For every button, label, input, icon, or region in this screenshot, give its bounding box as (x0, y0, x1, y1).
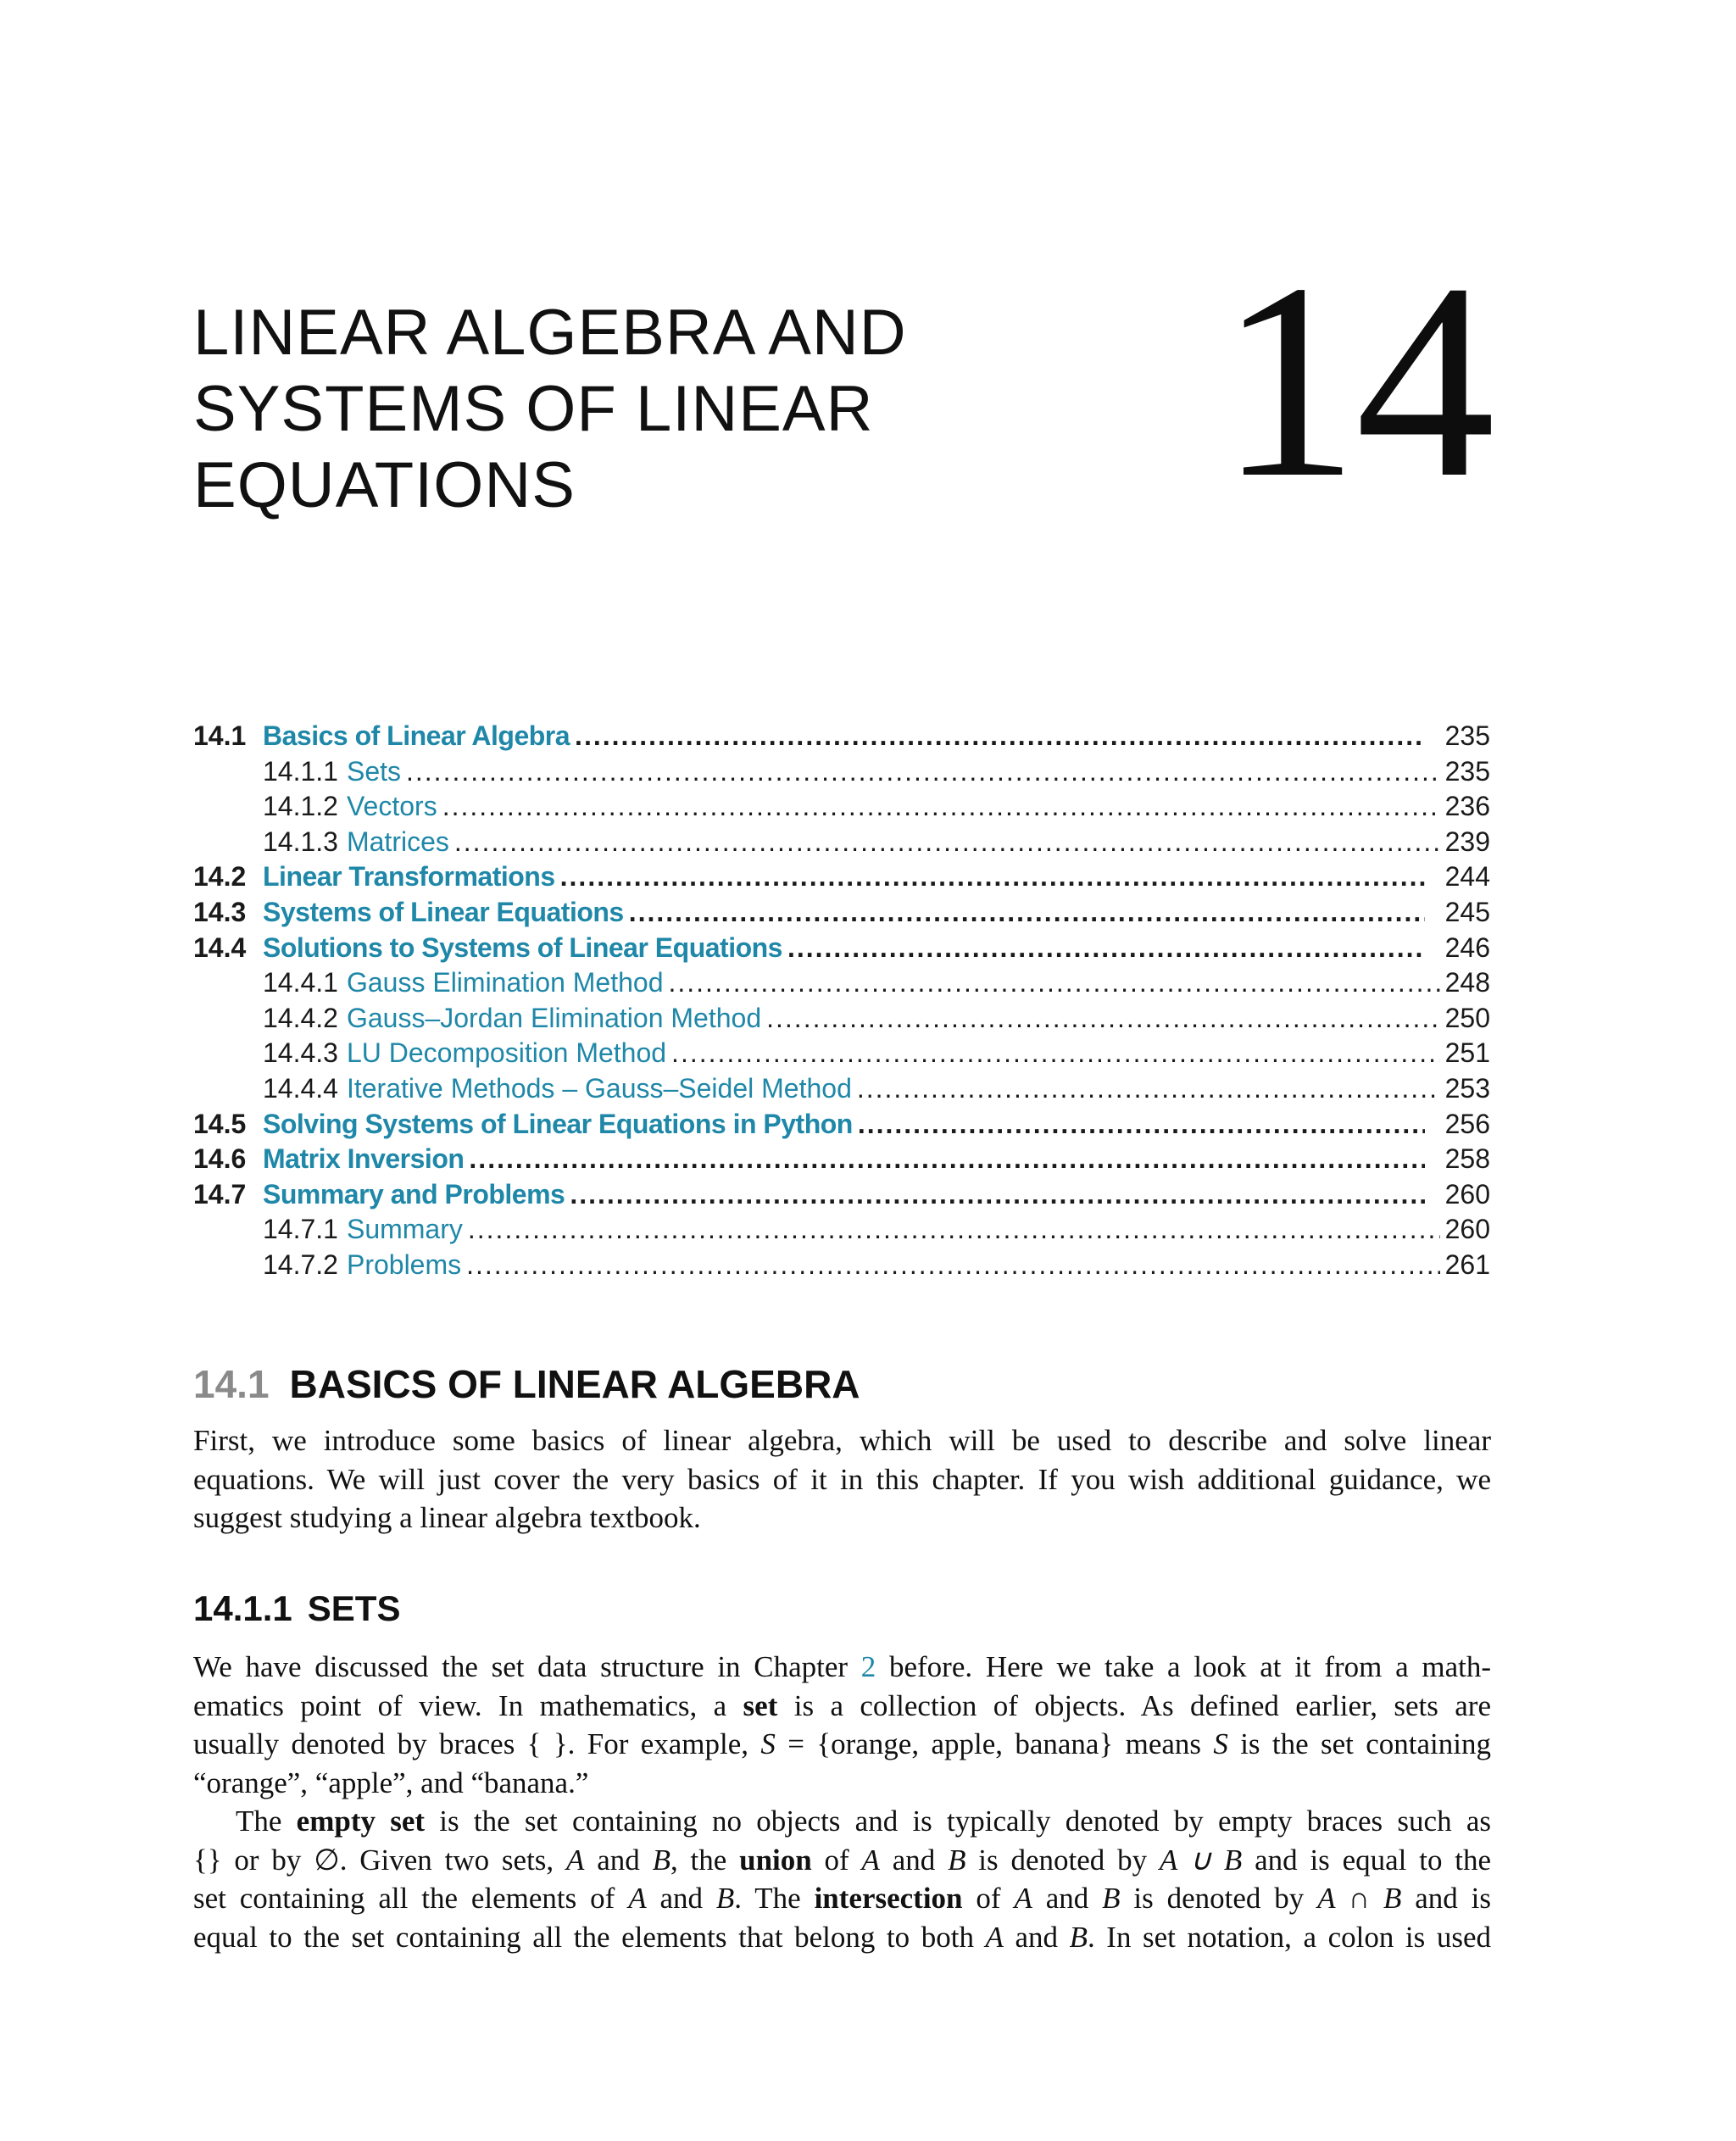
subsection-heading (193, 1588, 400, 1629)
text-run: before. Here we take a look at it from a math- (876, 1650, 1491, 1683)
math-var: A (628, 1882, 647, 1916)
text-run: {} or by ∅. Given two sets, (193, 1843, 566, 1877)
paragraph-line: “orange”, “apple”, and “banana.” (193, 1766, 589, 1799)
toc-dot-leader (468, 1214, 1440, 1245)
toc-dot-leader (575, 720, 1425, 752)
bold-term: union (739, 1843, 812, 1877)
toc-entry-number: 14.7 (193, 1178, 247, 1210)
toc-entry-number: 14.7.2 (263, 1248, 338, 1280)
paragraph-line (193, 1841, 1491, 1880)
toc-dot-leader (671, 1037, 1440, 1069)
math-var: A (1014, 1882, 1032, 1916)
paragraph-line: equations. We will just cover the very basics of it in this chapter. If you wish additional guidance, we (193, 1462, 1491, 1496)
toc-entry-number: 14.6 (193, 1143, 247, 1175)
toc-entry[interactable] (193, 861, 1490, 897)
math-var: A (861, 1843, 880, 1877)
toc-entry[interactable] (193, 1003, 1490, 1038)
text-run: . The (734, 1882, 815, 1916)
paragraph-line: First, we introduce some basics of linear algebra, which will be used to describe and solve linear (193, 1424, 1491, 1457)
toc-entry-number: 14.4.3 (263, 1037, 338, 1069)
paragraph-line (193, 1918, 1491, 1957)
toc-entry-page: 245 (1444, 896, 1490, 927)
text-run: set containing all the elements of (193, 1882, 629, 1916)
chapter-title-line-1: LINEAR ALGEBRA AND (193, 297, 907, 369)
text-run: is denoted by (1120, 1882, 1318, 1916)
toc-entry-link[interactable]: Summary and Problems (263, 1178, 565, 1210)
math-var: A (985, 1920, 1004, 1954)
toc-entry-link[interactable]: Sets (346, 755, 401, 787)
paragraph-line (193, 1648, 1491, 1687)
text-run: is denoted by (965, 1843, 1160, 1877)
toc-entry-page: 239 (1444, 826, 1490, 857)
toc-dot-leader (560, 861, 1425, 893)
math-var: B (652, 1843, 670, 1877)
toc-entry[interactable] (193, 967, 1490, 1003)
toc-dot-leader (668, 967, 1439, 998)
empty-set-paragraph (193, 1802, 1491, 1956)
sets-paragraph (193, 1648, 1491, 1802)
toc-entry[interactable] (193, 897, 1490, 932)
chapter-title-line-3: EQUATIONS (193, 449, 576, 521)
toc-entry-number: 14.4.4 (263, 1072, 338, 1104)
text-run: , the (670, 1843, 740, 1877)
toc-entry-page: 253 (1444, 1072, 1490, 1104)
toc-entry-page: 260 (1444, 1178, 1490, 1210)
text-run: equal to the set containing all the elements that belong to both (193, 1920, 986, 1954)
toc-entry[interactable] (193, 1073, 1490, 1109)
math-var: S (1213, 1727, 1228, 1761)
toc-entry-link[interactable]: Gauss–Jordan Elimination Method (346, 1002, 762, 1033)
toc-entry-link[interactable]: Vectors (346, 791, 437, 822)
toc-entry-link[interactable]: Matrix Inversion (263, 1143, 465, 1175)
bold-term: empty set (296, 1805, 426, 1838)
toc-entry-number: 14.1 (193, 720, 247, 751)
toc-entry-link[interactable]: Linear Transformations (263, 861, 555, 893)
text-run: and is equal to the (1242, 1843, 1492, 1877)
text-run: ematics point of view. In mathematics, a (193, 1688, 743, 1722)
toc-entry[interactable] (193, 1214, 1490, 1249)
text-run: and (1032, 1882, 1103, 1916)
toc-entry-page: 236 (1444, 791, 1490, 822)
text-run: . In set notation, a colon is used (1087, 1920, 1491, 1954)
paragraph-line (193, 1687, 1491, 1726)
toc-dot-leader (570, 1179, 1424, 1210)
toc-entry-number: 14.1.2 (263, 791, 338, 822)
text-run: We have discussed the set data structure in Chapter (193, 1650, 861, 1683)
text-run: of (811, 1843, 862, 1877)
toc-entry-page: 260 (1444, 1214, 1490, 1245)
text-run: and (646, 1882, 716, 1916)
toc-dot-leader (469, 1143, 1424, 1175)
text-run: and (1003, 1920, 1070, 1954)
toc-entry-page: 244 (1444, 861, 1490, 893)
toc-dot-leader (442, 791, 1440, 822)
toc-entry-page: 251 (1444, 1037, 1490, 1069)
toc-entry-page: 235 (1444, 755, 1490, 787)
toc-entry-link[interactable]: Matrices (346, 826, 449, 857)
text-run: and is (1401, 1882, 1491, 1916)
chapter-title (193, 295, 1041, 524)
toc-dot-leader (406, 756, 1440, 787)
table-of-contents (193, 720, 1490, 1285)
toc-entry-page: 235 (1444, 720, 1490, 751)
toc-entry-number: 14.1.1 (263, 755, 338, 787)
toc-dot-leader (787, 932, 1425, 964)
text-run: The (236, 1805, 297, 1838)
toc-dot-leader (857, 1073, 1440, 1104)
math-var: S (760, 1727, 776, 1761)
toc-entry-number: 14.4 (193, 931, 247, 963)
math-var: A (566, 1843, 585, 1877)
toc-entry-link[interactable]: Problems (346, 1248, 462, 1280)
text-run: is the set containing (1227, 1727, 1491, 1761)
toc-entry-page: 248 (1444, 967, 1490, 998)
math-var: B (715, 1882, 735, 1916)
toc-entry-number: 14.2 (193, 861, 247, 893)
toc-entry[interactable] (193, 1249, 1490, 1285)
toc-entry-number: 14.3 (193, 896, 247, 927)
chapter-link[interactable]: 2 (860, 1650, 876, 1683)
toc-entry-number: 14.5 (193, 1108, 247, 1139)
toc-entry[interactable] (193, 1109, 1490, 1144)
section-number: 14.1 (193, 1362, 270, 1406)
math-var: B (948, 1843, 966, 1877)
section-title: BASICS OF LINEAR ALGEBRA (289, 1362, 860, 1406)
toc-entry-page: 261 (1444, 1248, 1490, 1280)
toc-entry-number: 14.4.2 (263, 1002, 338, 1033)
toc-entry-link[interactable]: Summary (346, 1214, 463, 1245)
toc-dot-leader (858, 1109, 1425, 1140)
chapter-number: 14 (1219, 226, 1492, 536)
toc-entry-link[interactable]: Basics of Linear Algebra (263, 720, 570, 751)
toc-entry-link[interactable]: LU Decomposition Method (346, 1037, 667, 1069)
toc-entry[interactable] (193, 826, 1490, 862)
toc-entry-link[interactable]: Solutions to Systems of Linear Equations (263, 931, 782, 963)
toc-entry[interactable] (193, 756, 1490, 792)
paragraph-line (193, 1725, 1491, 1764)
toc-entry[interactable] (193, 720, 1490, 756)
toc-entry-page: 256 (1444, 1108, 1490, 1139)
toc-dot-leader (454, 826, 1440, 858)
text-run: = {orange, apple, banana} means (775, 1727, 1214, 1761)
toc-dot-leader (629, 897, 1425, 928)
toc-entry[interactable] (193, 1179, 1490, 1215)
intro-paragraph (193, 1421, 1491, 1538)
toc-dot-leader (766, 1003, 1439, 1034)
math-var: B (1102, 1882, 1121, 1916)
toc-entry-number: 14.1.3 (263, 826, 338, 857)
toc-dot-leader (466, 1249, 1439, 1281)
toc-entry-page: 258 (1444, 1143, 1490, 1175)
bold-term: intersection (814, 1882, 963, 1916)
bold-term: set (743, 1688, 778, 1722)
math-expr: A ∪ B (1159, 1843, 1243, 1877)
toc-entry-link[interactable]: Systems of Linear Equations (263, 896, 624, 927)
math-var: B (1069, 1920, 1088, 1954)
text-run: and (584, 1843, 653, 1877)
toc-entry[interactable] (193, 1037, 1490, 1073)
text-run: and (879, 1843, 949, 1877)
chapter-title-line-2: SYSTEMS OF LINEAR (193, 373, 874, 445)
toc-entry-page: 246 (1444, 931, 1490, 963)
paragraph-line (193, 1802, 1491, 1841)
toc-entry-link[interactable]: Solving Systems of Linear Equations in Python (263, 1108, 853, 1139)
text-run: is the set containing no objects and is typically denoted by empty braces such as (425, 1805, 1491, 1838)
toc-entry-page: 250 (1444, 1002, 1490, 1033)
toc-entry[interactable] (193, 791, 1490, 826)
toc-entry-link[interactable]: Iterative Methods – Gauss–Seidel Method (346, 1072, 852, 1104)
toc-entry-number: 14.4.1 (263, 967, 338, 998)
toc-entry-link[interactable]: Gauss Elimination Method (346, 967, 664, 998)
toc-entry-number: 14.7.1 (263, 1214, 338, 1245)
toc-entry[interactable] (193, 932, 1490, 968)
math-expr: A ∩ B (1317, 1882, 1402, 1916)
text-run: of (962, 1882, 1015, 1916)
section-heading (193, 1361, 860, 1407)
paragraph-line (193, 1879, 1491, 1918)
subsection-number: 14.1.1 (193, 1588, 292, 1628)
text-run: is a collection of objects. As defined earlier, sets are (777, 1688, 1491, 1722)
toc-entry[interactable] (193, 1143, 1490, 1179)
subsection-title: SETS (307, 1588, 401, 1628)
paragraph-line: suggest studying a linear algebra textbook. (193, 1501, 701, 1535)
text-run: usually denoted by braces { }. For example, (193, 1727, 761, 1761)
